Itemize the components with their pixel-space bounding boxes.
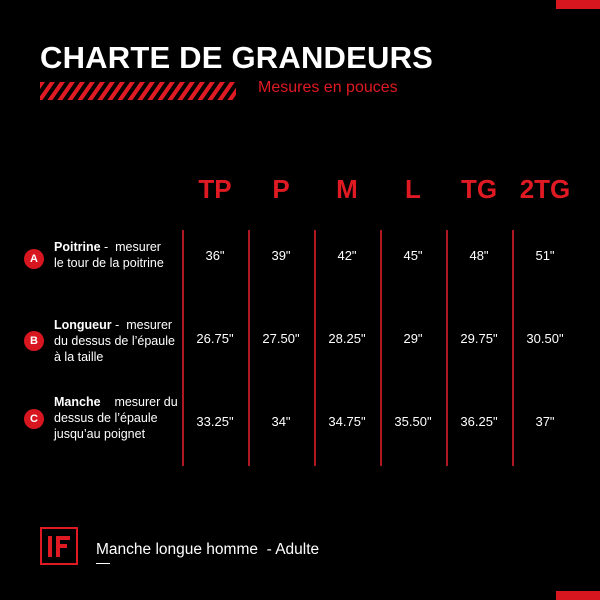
measure-desc: - mesurer	[111, 318, 173, 332]
value-cell: 37"	[535, 414, 555, 429]
if-brand-logo-icon	[40, 527, 78, 565]
value-cell: 27.50"	[262, 331, 300, 346]
column-divider	[446, 230, 448, 466]
column-divider	[512, 230, 514, 466]
value-cell: 48"	[469, 248, 489, 263]
measure-desc: le tour de la poitrine	[54, 256, 164, 270]
value-cell: 29"	[403, 331, 423, 346]
measure-desc: - mesurer	[100, 240, 161, 254]
column-divider	[314, 230, 316, 466]
corner-accent-bottom	[556, 591, 600, 600]
row-label-manche	[54, 394, 178, 442]
value-cell: 35.50"	[394, 414, 432, 429]
corner-accent-top	[556, 0, 600, 9]
value-cell: 29.75"	[460, 331, 498, 346]
measure-desc: dessus de l’épaule	[54, 411, 158, 425]
measure-name: Manche	[54, 395, 101, 409]
value-cell: 36.25"	[460, 414, 498, 429]
size-header-p: P	[272, 174, 290, 204]
value-cell: 33.25"	[196, 414, 234, 429]
value-cell: 39"	[271, 248, 291, 263]
value-cell: 26.75"	[196, 331, 234, 346]
size-header-tg: TG	[460, 174, 498, 204]
measure-desc: mesurer du	[100, 395, 178, 409]
row-label-longueur	[54, 317, 175, 365]
measure-desc: à la taille	[54, 350, 104, 364]
value-cell: 28.25"	[328, 331, 366, 346]
size-header-m: M	[336, 174, 358, 204]
value-cell: 45"	[403, 248, 423, 263]
hazard-stripe-bar	[40, 82, 236, 100]
size-header-l: L	[405, 174, 421, 204]
value-cell: 34.75"	[328, 414, 366, 429]
column-divider	[380, 230, 382, 466]
row-badge-b: B	[24, 331, 44, 351]
measure-name: Poitrine	[54, 240, 101, 254]
units-subtitle: Mesures en pouces	[258, 79, 398, 96]
row-label-poitrine	[54, 239, 164, 271]
value-cell: 30.50"	[526, 331, 564, 346]
value-cell: 34"	[271, 414, 291, 429]
measure-desc: du dessus de l’épaule	[54, 334, 175, 348]
product-description: Manche longue homme - Adulte	[96, 541, 320, 558]
value-cell: 42"	[337, 248, 357, 263]
size-header-tp: TP	[198, 174, 232, 204]
page-title: CHARTE DE GRANDEURS	[40, 40, 434, 75]
footer-underline	[96, 563, 110, 564]
row-badge-c: C	[24, 409, 44, 429]
column-divider	[182, 230, 184, 466]
measure-desc: jusqu’au poignet	[54, 427, 146, 441]
column-divider	[248, 230, 250, 466]
size-header-2tg: 2TG	[519, 174, 571, 204]
value-cell: 36"	[205, 248, 225, 263]
row-badge-a: A	[24, 249, 44, 269]
measure-name: Longueur	[54, 318, 112, 332]
value-cell: 51"	[535, 248, 555, 263]
